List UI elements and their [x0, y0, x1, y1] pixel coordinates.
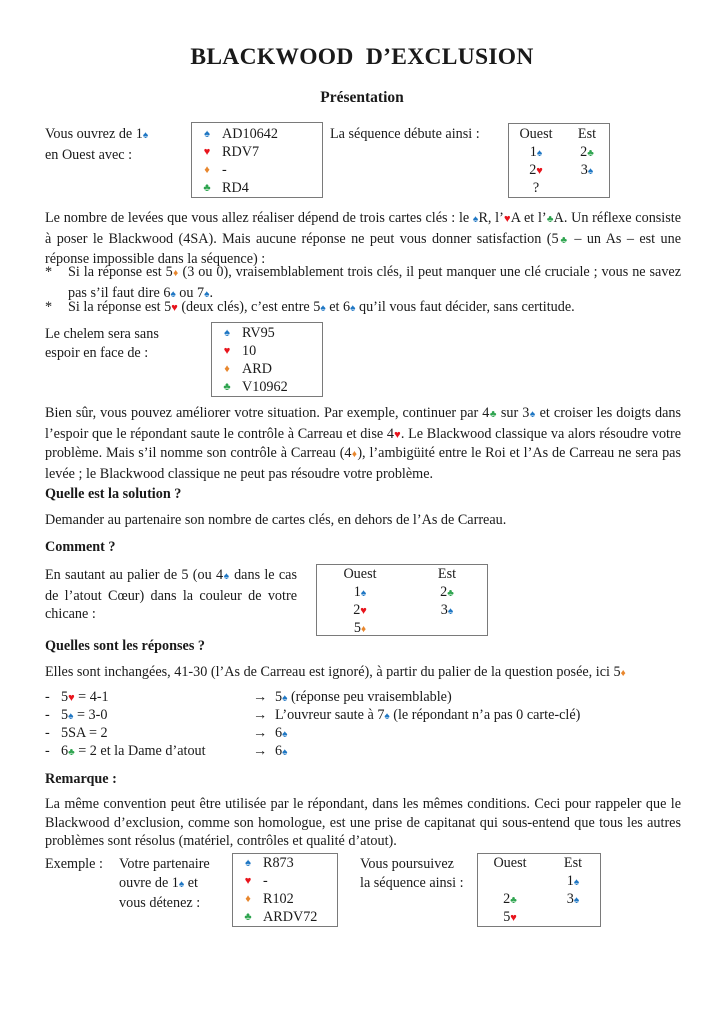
heading-comment: Comment ? [45, 539, 116, 555]
heading-responses: Quelles sont les réponses ? [45, 638, 206, 654]
remark-text: La même convention peut être utilisée par le répondant, dans les mêmes conditions. Ceci pour rappeler que le Blackwood d’exclusion, comme son homologue, est une prise de capitanat qui sous-entend que tous les autres problèmes sont résolus (matériel, contrôles et qualité d’atout). [45, 796, 681, 850]
hand-cards: - [263, 873, 268, 889]
heart-icon: ♥ [223, 345, 231, 357]
document-title: BLACKWOOD D’EXCLUSION [190, 44, 534, 70]
responses-intro: Elles sont inchangées, 41-30 (l’As de Carreau est ignoré), à partir du palier de la question posée, ici 5♦ [45, 664, 626, 680]
paragraph-key-cards: Le nombre de levées que vous allez réaliser dépend de trois cartes clés : le ♠R, l’♥A et l’♣A. Un réflexe consiste à poser le Blackwood (4SA). Mais aucune réponse ne peut vous donner satisfaction (5♣ – un As – est une réponse impossible dans la séquence) : [45, 210, 682, 268]
heart-icon: ♥ [244, 875, 252, 887]
bid: 2♥ [529, 162, 543, 178]
hand-box-partner [211, 322, 323, 397]
auction-header-ouest: Ouest [519, 126, 553, 142]
bid-empty [484, 872, 536, 890]
bid: 1♠ [529, 144, 543, 160]
club-icon: ♣ [510, 895, 517, 906]
spade-icon: ♠ [536, 148, 543, 159]
bid: 1♠ [566, 873, 580, 889]
spade-icon: ♠ [142, 130, 149, 141]
spade-icon: ♠ [204, 128, 210, 140]
intro-text [45, 125, 195, 164]
spade-icon: ♠ [350, 303, 356, 314]
spade-icon: ♠ [573, 877, 580, 888]
spade-icon: ♠ [360, 588, 367, 599]
response-row: - 6♣ = 2 et la Dame d’atout → 6♠ [45, 743, 288, 759]
response-row: - 5♠ = 3-0 → L’ouvreur saute à 7♠ (le répondant n’a pas 0 carte-clé) [45, 707, 581, 723]
spade-icon: ♠ [587, 166, 594, 177]
hand-cards: AD10642 [222, 126, 278, 142]
club-icon: ♣ [244, 911, 252, 923]
bid: 5♦ [353, 620, 367, 636]
bid: ? [532, 180, 540, 196]
bullet-item: * Si la réponse est 5♥ (deux clés), c’est entre 5♠ et 6♠ qu’il vous faut décider, sans certitude. [45, 299, 575, 315]
auction-header-ouest: Ouest [493, 855, 527, 871]
heart-icon: ♥ [503, 213, 511, 225]
heading-solution: Quelle est la solution ? [45, 486, 182, 502]
heart-icon: ♥ [68, 692, 75, 704]
spade-icon: ♠ [178, 878, 185, 890]
bid: 2♣ [503, 891, 517, 907]
club-icon: ♣ [223, 381, 231, 393]
spade-icon: ♠ [204, 288, 210, 300]
solution-text: Demander au partenaire son nombre de cartes clés, en dehors de l’As de Carreau. [45, 512, 507, 528]
hand-cards: R873 [263, 855, 294, 871]
heart-icon: ♥ [360, 605, 367, 617]
spade-icon: ♠ [170, 288, 176, 300]
bullet-item: * Si la réponse est 5♦ (3 ou 0), vraisemblablement trois clés, il peut manquer une clé cruciale ; vous ne savez pas s’il faut dire 6♠ ou 7♠. [45, 264, 682, 301]
diamond-icon: ♦ [620, 668, 626, 679]
heart-icon: ♥ [510, 912, 517, 924]
comment-text: En sautant au palier de 5 (ou 4♠ dans le cas de l’atout Cœur) dans la couleur de votre chicane : [45, 567, 297, 623]
spade-icon: ♠ [282, 729, 288, 740]
continue-text: Vous poursuivez la séquence ainsi : [360, 856, 464, 891]
diamond-icon: ♦ [204, 164, 210, 176]
bid: 5♥ [503, 909, 517, 925]
bid: 3♠ [566, 891, 580, 907]
club-icon: ♣ [558, 234, 569, 246]
response-row: - 5SA = 2 → 6♠ [45, 725, 288, 741]
hand-cards: ARD [242, 361, 272, 377]
hand-cards: - [222, 162, 227, 178]
auction-header-ouest: Ouest [343, 566, 377, 582]
spade-icon: ♠ [529, 409, 536, 420]
hand-cards: R102 [263, 891, 294, 907]
hand-box-example [232, 853, 338, 927]
bid: 1♠ [353, 584, 367, 600]
heart-icon: ♥ [171, 302, 178, 314]
auction-box-3 [477, 853, 601, 927]
spade-icon: ♠ [447, 606, 454, 617]
response-row: - 5♥ = 4-1 → 5♠ (réponse peu vraisemblable) [45, 689, 452, 705]
bid: 2♥ [353, 602, 367, 618]
hand-cards: RDV7 [222, 144, 260, 160]
example-text: Votre partenaire ouvre de 1♠ et vous détenez : [119, 856, 210, 912]
intro-line1: Vous ouvrez de 1 [45, 126, 143, 142]
club-icon: ♣ [68, 747, 75, 758]
club-icon: ♣ [489, 409, 497, 420]
spade-icon: ♠ [282, 693, 288, 704]
responses-list [45, 688, 685, 764]
diamond-icon: ♦ [360, 624, 367, 635]
club-icon: ♣ [546, 214, 554, 225]
sequence-label: La séquence débute ainsi : [330, 126, 480, 142]
club-icon: ♣ [203, 182, 211, 194]
spade-icon: ♠ [223, 571, 230, 582]
hopeless-text: Le chelem sera sans espoir en face de : [45, 326, 159, 361]
heading-remark: Remarque : [45, 771, 117, 787]
example-label: Exemple : [45, 856, 103, 872]
diamond-icon: ♦ [351, 449, 358, 461]
arrow-icon: → [253, 689, 268, 705]
bid: 2♣ [580, 144, 594, 160]
spade-icon: ♠ [472, 214, 479, 225]
intro-line2: en Ouest avec : [45, 146, 133, 163]
hand-cards: RV95 [242, 325, 275, 341]
spade-icon: ♠ [320, 303, 326, 314]
hand-cards: 10 [242, 343, 257, 359]
bid: 2♣ [440, 584, 454, 600]
auction-header-est: Est [563, 855, 583, 871]
spade-icon: ♠ [245, 857, 251, 869]
auction-box-1 [508, 123, 610, 198]
spade-icon: ♠ [384, 711, 390, 722]
diamond-icon: ♦ [172, 268, 179, 279]
heart-icon: ♥ [536, 165, 543, 177]
bid: 3♠ [580, 162, 594, 178]
auction-header-est: Est [437, 566, 457, 582]
bid: 3♠ [440, 602, 454, 618]
hand-cards: RD4 [222, 180, 249, 196]
paragraph-improve: Bien sûr, vous pouvez améliorer votre situation. Par exemple, continuer par 4♣ sur 3♠ et croiser les doigts dans l’espoir que le répondant saute le contrôle à Carreau et dise 4♥. Le Blackwood classique va alors résoudre votre problème. Mais s’il nomme son contrôle à Carreau (4♦), l’ambigüité entre le Roi et l’As de Carreau ne sera pas levée ; le Blackwood classique ne peut pas résoudre votre problème. [45, 405, 682, 482]
club-icon: ♣ [447, 588, 454, 599]
hand-box-opener [191, 122, 323, 198]
diamond-icon: ♦ [224, 363, 230, 375]
auction-box-2 [316, 564, 488, 636]
club-icon: ♣ [587, 148, 594, 159]
auction-header-est: Est [577, 126, 597, 142]
heart-icon: ♥ [203, 146, 211, 158]
hand-cards: V10962 [242, 379, 288, 395]
arrow-icon: → [253, 707, 268, 723]
section-title-presentation: Présentation [320, 89, 404, 106]
arrow-icon: → [253, 743, 268, 759]
spade-icon: ♠ [573, 895, 580, 906]
spade-icon: ♠ [224, 327, 230, 339]
spade-icon: ♠ [68, 711, 74, 722]
diamond-icon: ♦ [245, 893, 251, 905]
arrow-icon: → [253, 725, 268, 741]
heart-icon: ♥ [393, 428, 401, 441]
spade-icon: ♠ [282, 747, 288, 758]
hand-cards: ARDV72 [263, 909, 318, 925]
